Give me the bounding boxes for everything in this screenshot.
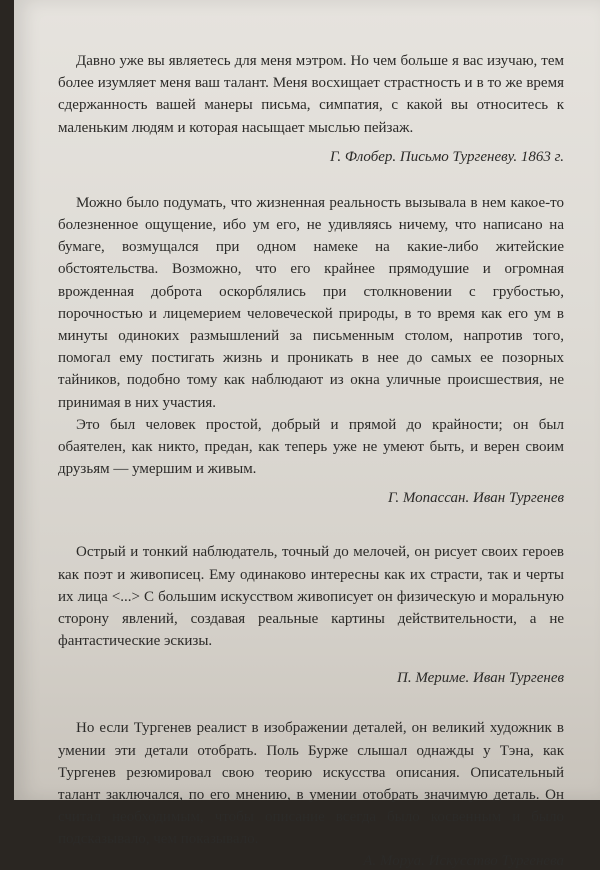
quote-paragraph: Но если Тургенев реалист в изображении деталей, он великий художник в умении эти детали отобрать. Поль Бурже слышал однажды у Тэна, как Тургенев резюмировал свою теорию искусства описания. Описательный талант заключался, по его мнению, в умении отобрать значимую деталь. Он считал необходимым, чтобы описание всегда было косвенным и было подсказывало, чем показывало. [58, 720, 564, 848]
quote-paragraph: Это был человек простой, добрый и прямой до крайности; он был обаятелен, как никто, предан, как теперь уже не умеют быть, и верен своим друзьям — умершим и живым. [58, 416, 564, 478]
quote-source: Г. Мопассан. Иван Тургенев [387, 490, 564, 507]
quote-maupassant [58, 192, 564, 508]
quote-merimee [58, 541, 564, 687]
quote-source: А. Моруа. Искусство Тургенева [363, 852, 564, 869]
quote-paragraph: Давно уже вы являетесь для меня мэтром. Но чем больше я вас изучаю, тем более изумляет меня ваш талант. Меня восхищает страстность и в то же время сдержанность вашей манеры письма, симпатия, с какой вы относитесь к маленьким людям и которая насыщает мыслью пейзаж. [58, 53, 564, 136]
quote-source: П. Мериме. Иван Тургенев [397, 670, 564, 687]
page-content [58, 50, 564, 870]
quote-paragraph: Острый и тонкий наблюдатель, точный до мелочей, он рисует своих героев как поэт и живописец. Ему одинаково интересны как их страсти, так и черты их лица <...> С большим искусством живописует он физическую и моральную сторону явлений, создавая реальные картины действительности, а не фантастические эскизы. [58, 544, 564, 650]
quote-flaubert [58, 50, 564, 166]
book-page [14, 0, 600, 869]
quote-source: Г. Флобер. Письмо Тургеневу. 1863 г. [329, 148, 564, 165]
quote-maurois [58, 717, 564, 869]
quote-paragraph: Можно было подумать, что жизненная реальность вызывала в нем какое-то болезненное ощущение, ибо ум его, не удивляясь ничему, что написано на бумаге, возмущался при одном намеке на какие-либо житейские обстоятельства. Возможно, что его крайнее прямодушие и огромная врожденная доброта оскорблялись при столкновении с грубостью, порочностью и лицемерием человеческой природы, в то время как его ум в минуты одиноких размышлений за письменным столом, напротив того, помогал ему постигать жизнь и проникать в нее до самых ее позорных тайников, подобно тому как наблюдают из окна уличные происшествия, не принимая в них участия. [58, 194, 564, 411]
